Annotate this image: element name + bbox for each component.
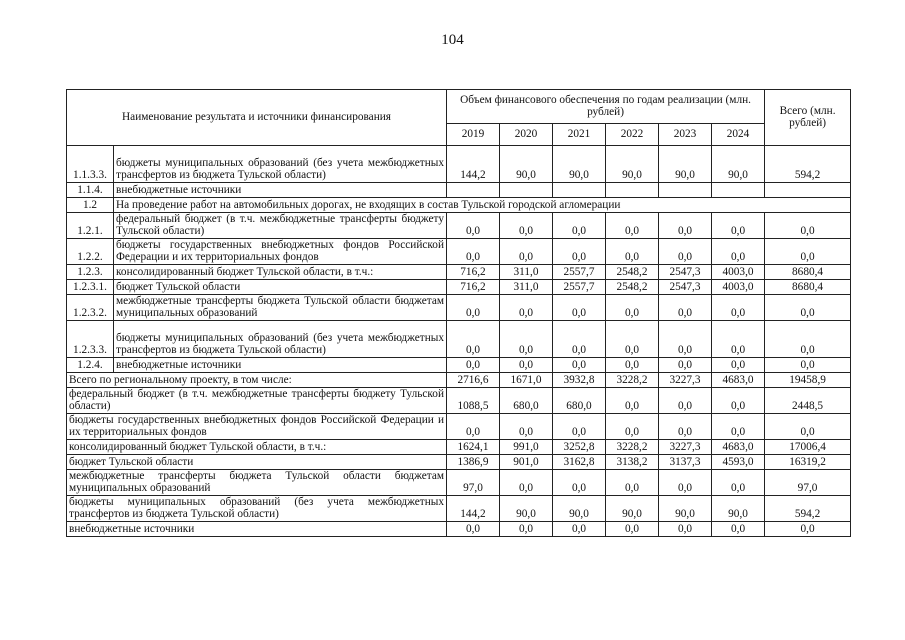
total-value-cell: 0,0: [765, 414, 851, 440]
row-code: 1.1.3.3.: [67, 146, 114, 183]
row-name: федеральный бюджет (в т.ч. межбюджетные трансферты бюджету Тульской области): [114, 213, 447, 239]
table-row: [67, 213, 851, 239]
total-value-cell: 97,0: [765, 470, 851, 496]
year-value-cell: [553, 183, 606, 198]
year-value-cell: 0,0: [447, 295, 500, 321]
year-value-cell: 0,0: [553, 213, 606, 239]
year-value-cell: 4593,0: [712, 455, 765, 470]
year-value-cell: 0,0: [606, 295, 659, 321]
year-value-cell: 0,0: [606, 388, 659, 414]
year-value-cell: 4003,0: [712, 265, 765, 280]
year-value-cell: 2547,3: [659, 265, 712, 280]
year-value-cell: 1671,0: [500, 373, 553, 388]
year-value-cell: 2547,3: [659, 280, 712, 295]
year-value-cell: 311,0: [500, 280, 553, 295]
year-value-cell: 0,0: [659, 470, 712, 496]
year-value-cell: 144,2: [447, 496, 500, 522]
year-value-cell: 0,0: [447, 213, 500, 239]
total-column-header: Всего (млн. рублей): [765, 90, 851, 146]
table-row: [67, 198, 851, 213]
year-value-cell: 3137,3: [659, 455, 712, 470]
year-value-cell: 0,0: [500, 295, 553, 321]
year-value-cell: 0,0: [606, 321, 659, 358]
year-value-cell: 0,0: [712, 239, 765, 265]
section-title: На проведение работ на автомобильных дорогах, не входящих в состав Тульской городской агломерации: [114, 198, 851, 213]
row-name: бюджеты муниципальных образований (без учета межбюджетных трансфертов из бюджета Тульской области): [114, 146, 447, 183]
year-value-cell: 90,0: [500, 496, 553, 522]
year-value-cell: 0,0: [712, 388, 765, 414]
funding-table-container: [66, 89, 850, 537]
year-value-cell: 1624,1: [447, 440, 500, 455]
year-value-cell: 0,0: [553, 321, 606, 358]
year-value-cell: 2557,7: [553, 265, 606, 280]
year-value-cell: 97,0: [447, 470, 500, 496]
year-value-cell: 901,0: [500, 455, 553, 470]
year-value-cell: 144,2: [447, 146, 500, 183]
year-value-cell: 0,0: [606, 470, 659, 496]
table-row: [67, 239, 851, 265]
row-name: межбюджетные трансферты бюджета Тульской области бюджетам муниципальных образований: [67, 470, 447, 496]
row-name: бюджеты государственных внебюджетных фондов Российской Федерации и их территориальных фондов: [114, 239, 447, 265]
row-code: 1.2.3.3.: [67, 321, 114, 358]
table-row: [67, 455, 851, 470]
year-value-cell: 0,0: [659, 414, 712, 440]
year-value-cell: 0,0: [447, 321, 500, 358]
year-value-cell: 0,0: [606, 414, 659, 440]
table-body: [67, 146, 851, 537]
year-value-cell: 0,0: [659, 321, 712, 358]
year-value-cell: 311,0: [500, 265, 553, 280]
year-value-cell: 0,0: [553, 414, 606, 440]
row-code: 1.2.2.: [67, 239, 114, 265]
year-header: 2020: [500, 124, 553, 146]
name-column-header: Наименование результата и источники финансирования: [67, 90, 447, 146]
year-value-cell: 2716,6: [447, 373, 500, 388]
year-value-cell: 0,0: [500, 470, 553, 496]
year-value-cell: 90,0: [659, 496, 712, 522]
year-value-cell: 3138,2: [606, 455, 659, 470]
table-row: [67, 496, 851, 522]
year-value-cell: 0,0: [659, 358, 712, 373]
row-name: бюджеты муниципальных образований (без учета межбюджетных трансфертов из бюджета Тульской области): [114, 321, 447, 358]
row-name: внебюджетные источники: [114, 183, 447, 198]
year-value-cell: 0,0: [553, 295, 606, 321]
row-name: бюджет Тульской области: [67, 455, 447, 470]
table-row: [67, 358, 851, 373]
year-value-cell: 0,0: [447, 239, 500, 265]
year-value-cell: 4003,0: [712, 280, 765, 295]
year-value-cell: 0,0: [500, 358, 553, 373]
year-header: 2022: [606, 124, 659, 146]
total-value-cell: 16319,2: [765, 455, 851, 470]
year-value-cell: 90,0: [553, 496, 606, 522]
year-value-cell: 680,0: [553, 388, 606, 414]
year-value-cell: 0,0: [447, 358, 500, 373]
table-row: [67, 388, 851, 414]
year-value-cell: 0,0: [606, 239, 659, 265]
total-value-cell: 0,0: [765, 522, 851, 537]
table-row: [67, 470, 851, 496]
row-name: внебюджетные источники: [114, 358, 447, 373]
header-row: [67, 90, 851, 124]
table-row: [67, 295, 851, 321]
year-value-cell: [500, 183, 553, 198]
row-name: консолидированный бюджет Тульской области, в т.ч.:: [67, 440, 447, 455]
year-value-cell: 0,0: [712, 295, 765, 321]
year-value-cell: 0,0: [712, 321, 765, 358]
table-row: [67, 440, 851, 455]
year-value-cell: 0,0: [500, 414, 553, 440]
row-name: консолидированный бюджет Тульской области, в т.ч.:: [114, 265, 447, 280]
year-value-cell: 0,0: [712, 522, 765, 537]
year-value-cell: 0,0: [447, 414, 500, 440]
year-value-cell: 2557,7: [553, 280, 606, 295]
year-value-cell: 4683,0: [712, 440, 765, 455]
year-value-cell: 3227,3: [659, 373, 712, 388]
total-value-cell: 19458,9: [765, 373, 851, 388]
year-value-cell: 0,0: [500, 239, 553, 265]
total-value-cell: 594,2: [765, 146, 851, 183]
year-value-cell: 0,0: [712, 470, 765, 496]
table-row: [67, 373, 851, 388]
year-header: 2021: [553, 124, 606, 146]
year-value-cell: 0,0: [712, 213, 765, 239]
row-name: межбюджетные трансферты бюджета Тульской области бюджетам муниципальных образований: [114, 295, 447, 321]
row-name: бюджеты государственных внебюджетных фондов Российской Федерации и их территориальных фондов: [67, 414, 447, 440]
year-value-cell: 0,0: [659, 239, 712, 265]
table-row: [67, 522, 851, 537]
table-row: [67, 321, 851, 358]
row-name: внебюджетные источники: [67, 522, 447, 537]
total-value-cell: 0,0: [765, 213, 851, 239]
table-row: [67, 265, 851, 280]
year-header: 2019: [447, 124, 500, 146]
year-header: 2024: [712, 124, 765, 146]
year-value-cell: 0,0: [500, 213, 553, 239]
page-number: 104: [441, 32, 464, 48]
total-value-cell: 0,0: [765, 239, 851, 265]
year-value-cell: 90,0: [712, 496, 765, 522]
year-value-cell: 0,0: [500, 321, 553, 358]
year-value-cell: [712, 183, 765, 198]
year-header: 2023: [659, 124, 712, 146]
year-value-cell: 1088,5: [447, 388, 500, 414]
year-value-cell: 3162,8: [553, 455, 606, 470]
year-value-cell: 2548,2: [606, 265, 659, 280]
row-code: 1.2.3.: [67, 265, 114, 280]
year-value-cell: 0,0: [606, 522, 659, 537]
year-value-cell: 716,2: [447, 265, 500, 280]
year-value-cell: 991,0: [500, 440, 553, 455]
year-value-cell: 3228,2: [606, 440, 659, 455]
table-row: [67, 146, 851, 183]
year-value-cell: 0,0: [606, 358, 659, 373]
year-value-cell: [447, 183, 500, 198]
table-row: [67, 414, 851, 440]
year-value-cell: 0,0: [712, 358, 765, 373]
table-row: [67, 280, 851, 295]
year-value-cell: 0,0: [606, 213, 659, 239]
year-value-cell: 0,0: [659, 213, 712, 239]
year-value-cell: 0,0: [659, 388, 712, 414]
row-name: бюджет Тульской области: [114, 280, 447, 295]
year-value-cell: [606, 183, 659, 198]
year-value-cell: 4683,0: [712, 373, 765, 388]
year-value-cell: 90,0: [553, 146, 606, 183]
row-name: Всего по региональному проекту, в том числе:: [67, 373, 447, 388]
row-code: 1.1.4.: [67, 183, 114, 198]
year-value-cell: 0,0: [659, 295, 712, 321]
year-value-cell: 90,0: [606, 496, 659, 522]
year-value-cell: 1386,9: [447, 455, 500, 470]
total-value-cell: 2448,5: [765, 388, 851, 414]
year-value-cell: 90,0: [712, 146, 765, 183]
total-value-cell: [765, 183, 851, 198]
total-value-cell: 0,0: [765, 321, 851, 358]
year-value-cell: 90,0: [606, 146, 659, 183]
row-code: 1.2.3.1.: [67, 280, 114, 295]
year-value-cell: 680,0: [500, 388, 553, 414]
row-code: 1.2.1.: [67, 213, 114, 239]
total-value-cell: 8680,4: [765, 265, 851, 280]
total-value-cell: 0,0: [765, 358, 851, 373]
year-value-cell: 0,0: [659, 522, 712, 537]
year-value-cell: 0,0: [553, 522, 606, 537]
total-value-cell: 8680,4: [765, 280, 851, 295]
year-value-cell: [659, 183, 712, 198]
year-value-cell: 716,2: [447, 280, 500, 295]
year-value-cell: 2548,2: [606, 280, 659, 295]
year-value-cell: 3227,3: [659, 440, 712, 455]
row-name: федеральный бюджет (в т.ч. межбюджетные трансферты бюджету Тульской области): [67, 388, 447, 414]
year-value-cell: 0,0: [500, 522, 553, 537]
year-value-cell: 0,0: [447, 522, 500, 537]
funding-table: [66, 89, 851, 537]
year-value-cell: 0,0: [553, 358, 606, 373]
year-value-cell: 3252,8: [553, 440, 606, 455]
total-value-cell: 0,0: [765, 295, 851, 321]
row-code: 1.2: [67, 198, 114, 213]
year-value-cell: 3932,8: [553, 373, 606, 388]
funding-group-header: Объем финансового обеспечения по годам реализации (млн. рублей): [447, 90, 765, 124]
total-value-cell: 17006,4: [765, 440, 851, 455]
year-value-cell: 0,0: [553, 239, 606, 265]
row-name: бюджеты муниципальных образований (без учета межбюджетных трансфертов из бюджета Тульской области): [67, 496, 447, 522]
year-value-cell: 0,0: [553, 470, 606, 496]
table-row: [67, 183, 851, 198]
year-value-cell: 90,0: [500, 146, 553, 183]
year-value-cell: 3228,2: [606, 373, 659, 388]
year-value-cell: 0,0: [712, 414, 765, 440]
total-value-cell: 594,2: [765, 496, 851, 522]
year-value-cell: 90,0: [659, 146, 712, 183]
row-code: 1.2.4.: [67, 358, 114, 373]
row-code: 1.2.3.2.: [67, 295, 114, 321]
